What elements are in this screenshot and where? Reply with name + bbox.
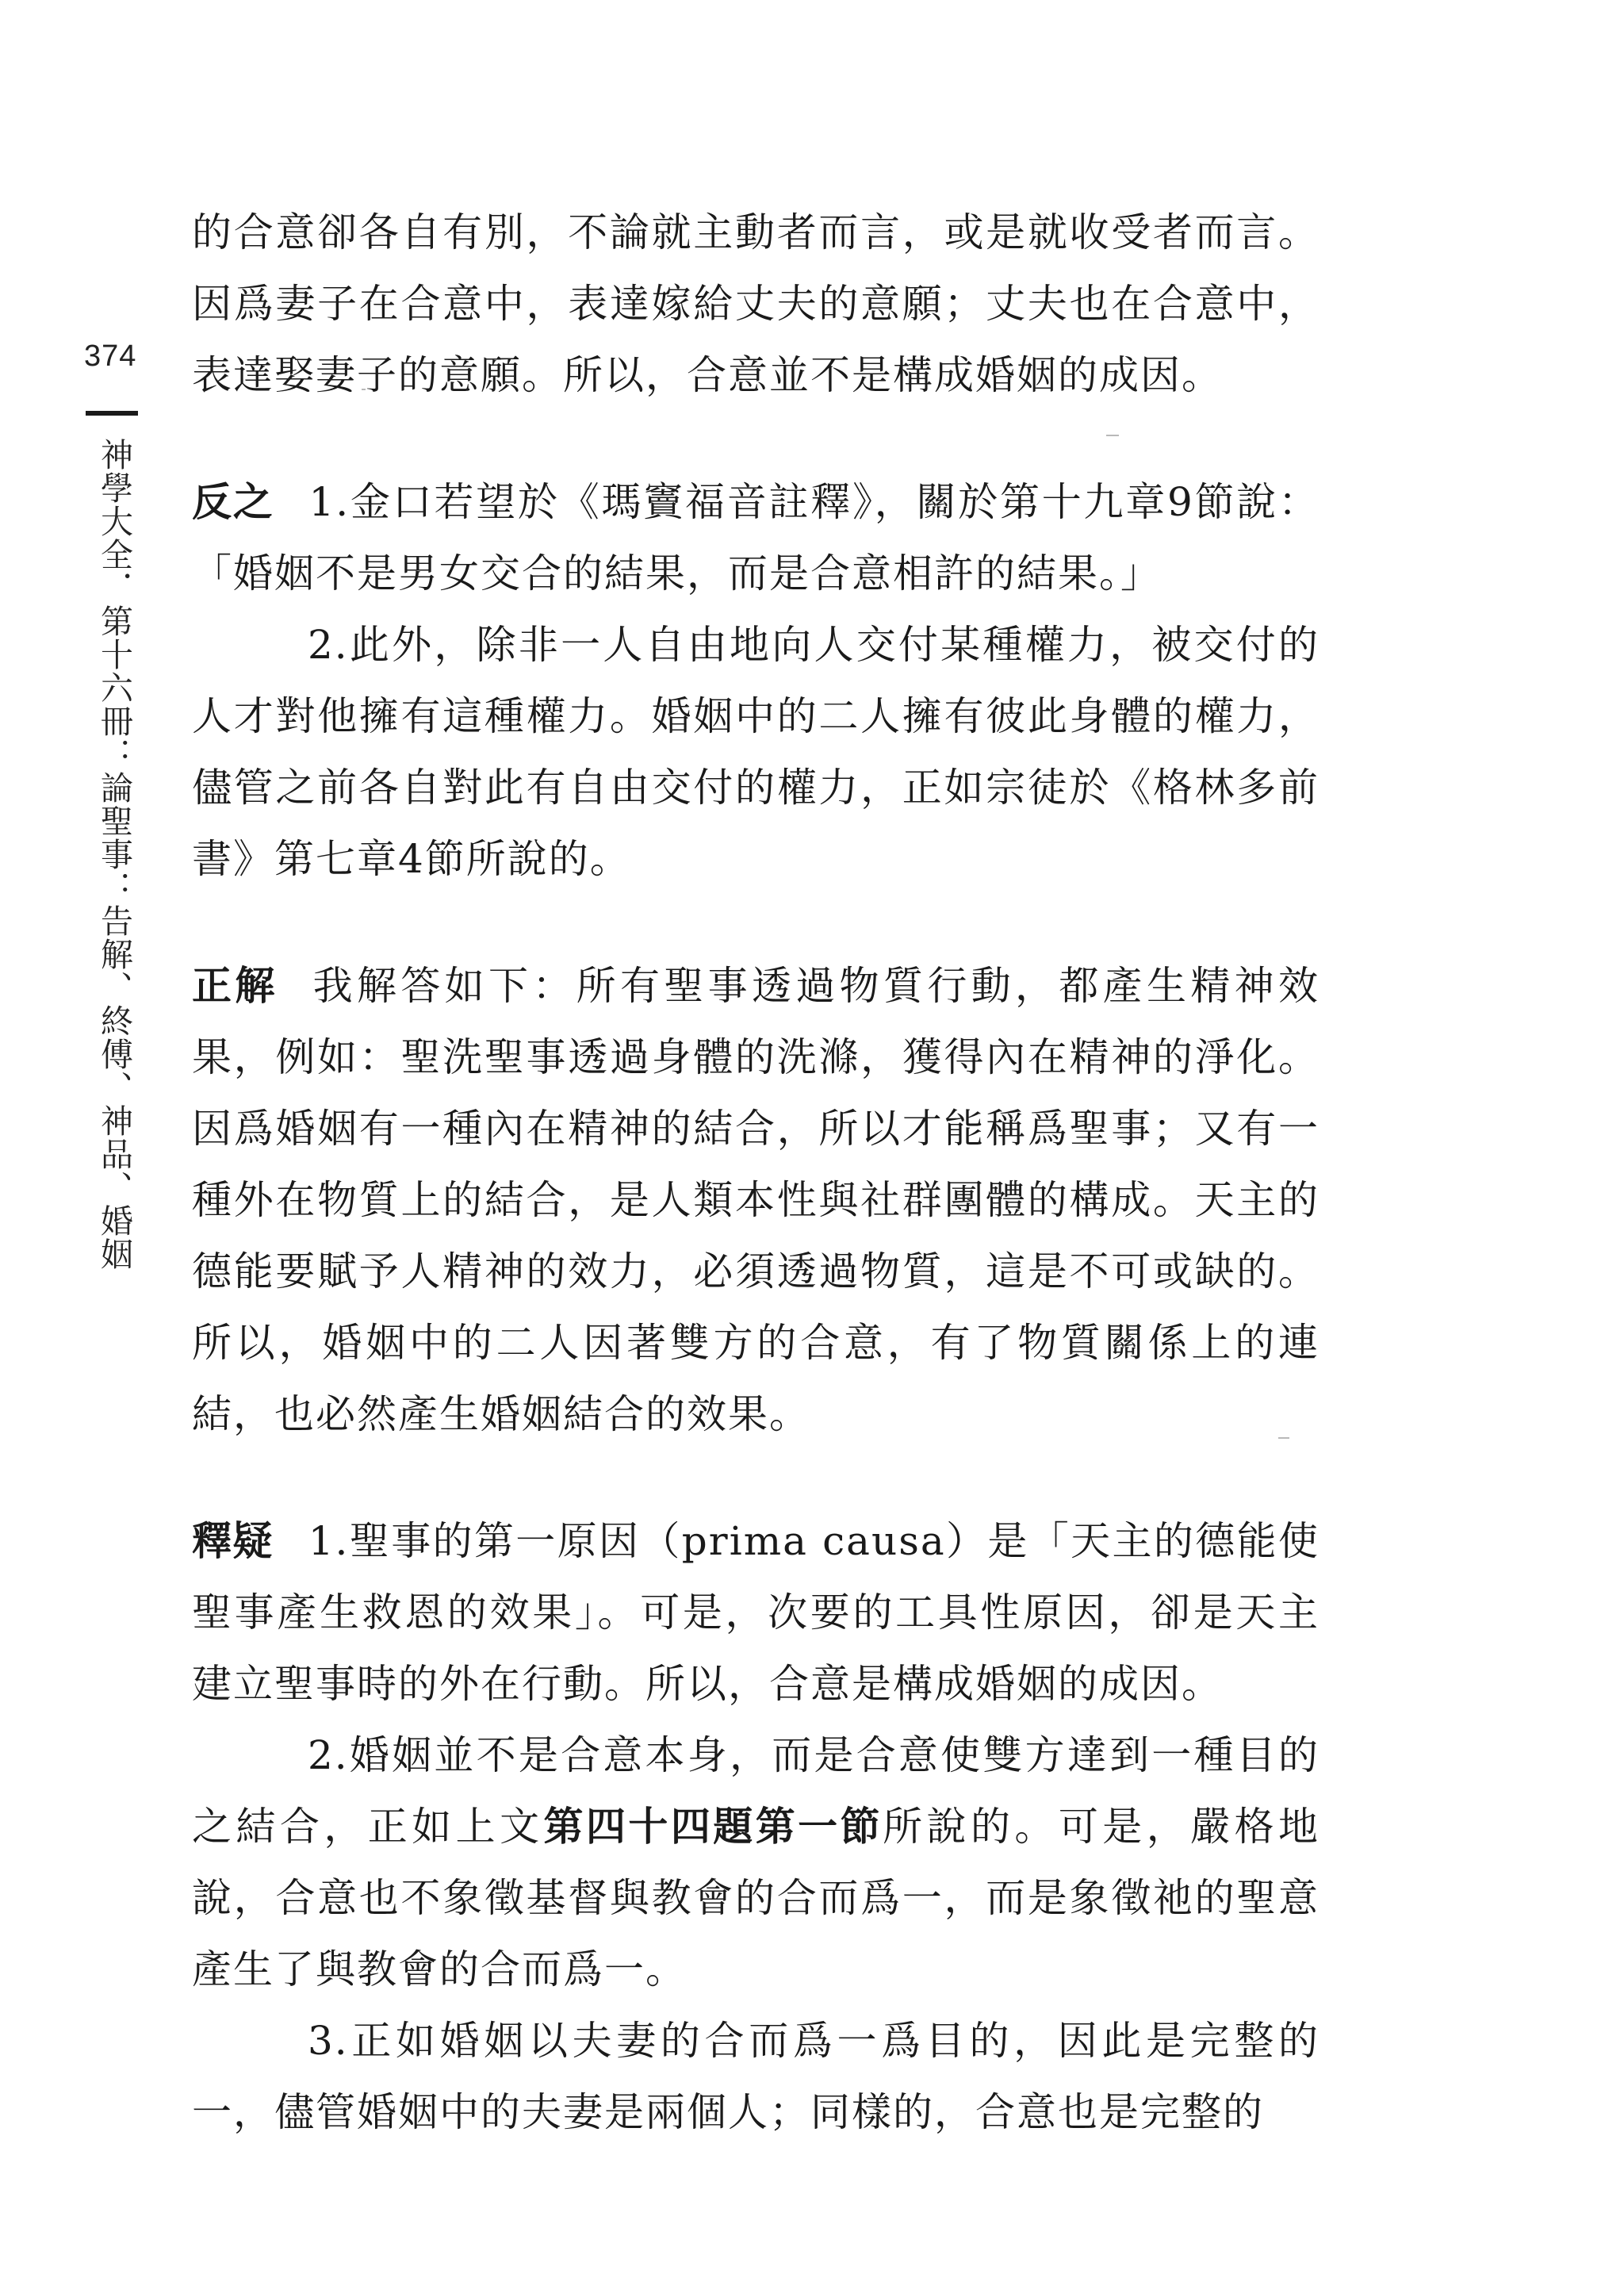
paragraph-reply-3: 3.正如婚姻以夫妻的合而爲一爲目的，因此是完整的一，儘管婚姻中的夫妻是兩個人；同樣的，合意也是完整的: [192, 2018, 1320, 2135]
sed-contra-text: 1.金口若望於《瑪竇福音註釋》，關於第十九章9節說：「婚姻不是男女交合的結果，而是合意相許的結果。」: [192, 479, 1320, 596]
section-label-sed-contra: 反之: [192, 479, 274, 525]
paragraph-respondeo: [192, 950, 1320, 1450]
section-label-replies: 釋疑: [192, 1518, 274, 1564]
paragraph-reply-2: [192, 1720, 1320, 2005]
reply-2-text-after: 所說的。可是，嚴格地說，合意也不象徵基督與教會的合而爲一，而是象徵祂的聖意產生了與教會的合而爲一。: [192, 1804, 1320, 1992]
page-number: 374: [84, 339, 137, 373]
paragraph-continuation: 的合意卻各自有別，不論就主動者而言，或是就收受者而言。因爲妻子在合意中，表達嫁給丈夫的意願；丈夫也在合意中，表達娶妻子的意願。所以，合意並不是構成婚姻的成因。: [192, 209, 1320, 398]
reply-2-text-before: 2.婚姻並不是合意本身，而是合意使雙方達到一種目的之結合，正如上文: [192, 1732, 1320, 1850]
paragraph-reply-1: [192, 1505, 1320, 1720]
paragraph-sed-contra-2: 2.此外，除非一人自由地向人交付某種權力，被交付的人才對他擁有這種權力。婚姻中的二人擁有彼此身體的權力，儘管之前各自對此有自由交付的權力，正如宗徒於《格林多前書》第七章4節所說的。: [192, 622, 1320, 882]
paragraph-sed-contra: [192, 466, 1320, 609]
running-header: 神學大全．第十六冊：論聖事：告解、終傅、神品、婚姻: [95, 438, 133, 1271]
cross-reference: 第四十四題第一節: [543, 1804, 883, 1850]
header-rule: [86, 411, 138, 416]
body-text: [192, 197, 1320, 2148]
reply-1-text: 1.聖事的第一原因（prima causa）是「天主的德能使聖事產生救恩的效果」。可是，次要的工具性原因，卻是天主建立聖事時的外在行動。所以，合意是構成婚姻的成因。: [192, 1518, 1320, 1707]
section-label-respondeo: 正解: [192, 963, 278, 1009]
respondeo-text: 我解答如下：所有聖事透過物質行動，都產生精神效果，例如：聖洗聖事透過身體的洗滌，獲得內在精神的淨化。因爲婚姻有一種內在精神的結合，所以才能稱爲聖事；又有一種外在物質上的結合，是人類本性與社群團體的構成。天主的德能要賦予人精神的效力，必須透過物質，這是不可或缺的。所以，婚姻中的二人因著雙方的合意，有了物質關係上的連結，也必然產生婚姻結合的效果。: [192, 963, 1320, 1437]
